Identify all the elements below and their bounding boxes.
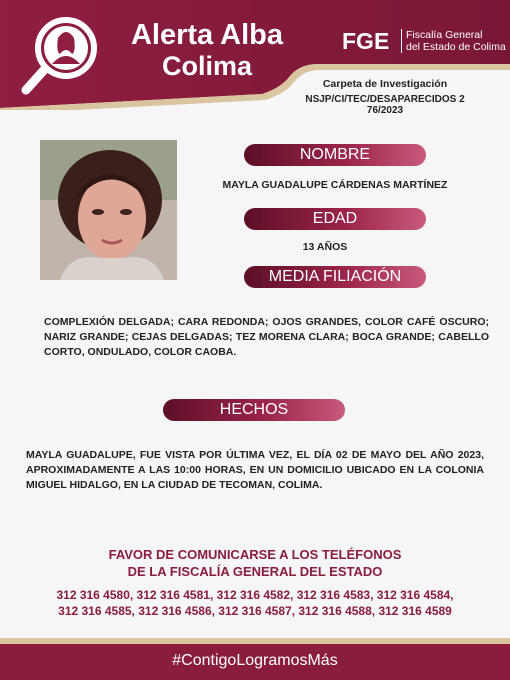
org-divider — [401, 29, 402, 53]
person-age: 13 AÑOS — [302, 241, 348, 253]
org-name-line1: Fiscalía General — [406, 29, 483, 41]
phone-list: 312 316 4580, 312 316 4581, 312 316 4582, 312 316 4583, 312 316 4584, 312 316 4585, 312 316 4586, 312 316 4587, 312 316 4588, 312 316 4589 — [56, 588, 454, 618]
org-name-line2: del Estado de Colima — [406, 41, 506, 53]
contact-heading-line2: DE LA FISCALÍA GENERAL DEL ESTADO — [127, 564, 383, 579]
name-label-pill: NOMBRE — [244, 144, 426, 166]
missing-person-photo — [40, 140, 177, 280]
age-label-pill: EDAD — [244, 208, 426, 230]
description-text: COMPLEXIÓN DELGADA; CARA REDONDA; OJOS GRANDES, COLOR CAFÉ OSCURO; NARIZ GRANDE; CEJAS DELGADAS; TEZ MORENA CLARA; BOCA GRANDE; CABELLO CORTO, ONDULADO, COLOR CAOBA. — [44, 316, 489, 358]
facts-label-pill: HECHOS — [163, 399, 345, 421]
contact-heading — [60, 546, 450, 580]
footer-hashtag: #ContigoLogramosMás — [172, 652, 338, 669]
search-person-icon — [18, 12, 104, 98]
description-label-pill: MEDIA FILIACIÓN — [244, 266, 426, 288]
org-logo-text: FGE — [342, 28, 390, 54]
alert-title: Alerta Alba — [130, 19, 284, 51]
alert-subtitle: Colima — [161, 51, 253, 81]
person-name: MAYLA GUADALUPE CÁRDENAS MARTÍNEZ — [222, 179, 448, 191]
case-number: NSJP/CI/TEC/DESAPARECIDOS 2 76/2023 — [305, 94, 465, 116]
facts-text: MAYLA GUADALUPE, FUE VISTA POR ÚLTIMA VEZ, EL DÍA 02 DE MAYO DEL AÑO 2023, APROXIMADAMENTE A LAS 10:00 HORAS, EN UN DOMICILIO UBICADO EN LA COLONIA MIGUEL HIDALGO, EN LA CIUDAD DE TECOMAN, COLIMA. — [26, 449, 484, 491]
org-name — [406, 29, 506, 53]
contact-heading-line1: FAVOR DE COMUNICARSE A LOS TELÉFONOS — [108, 547, 402, 562]
case-label: Carpeta de Investigación — [322, 78, 448, 90]
